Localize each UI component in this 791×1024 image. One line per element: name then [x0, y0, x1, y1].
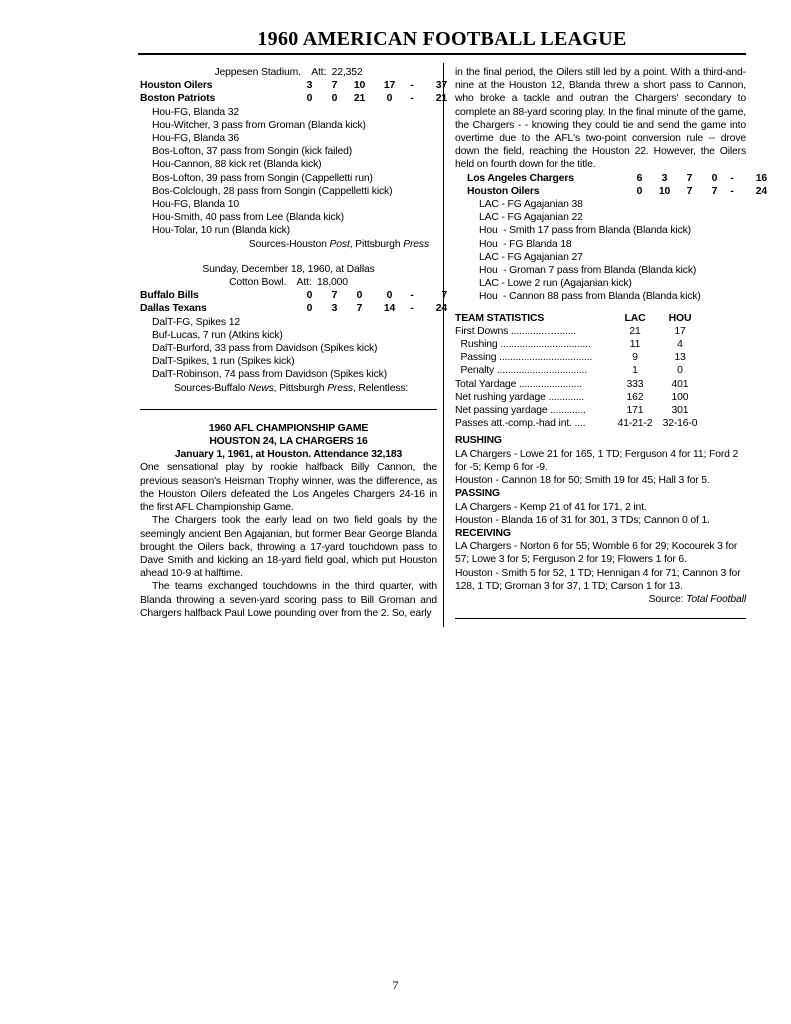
- final-score: 21: [435, 93, 447, 105]
- receiving-heading: RECEIVING: [455, 527, 511, 539]
- scoring-play: LAC - FG Agajanian 22: [479, 212, 583, 224]
- quarter-1-score: 0: [306, 93, 313, 105]
- receiving-entry: LA Chargers - Norton 6 for 55; Womble 6 for 29; Kocourek 3 for 57; Lowe 3 for 5; Ferguson 2 for 19; Flowers 1 for 6.: [455, 541, 738, 566]
- final-score: 16: [755, 172, 767, 184]
- quarter-1-score: 0: [306, 303, 313, 315]
- stat-label: Penalty .................................: [455, 365, 588, 377]
- game1-venue: Jeppesen Stadium. Att: 22,352: [214, 67, 363, 78]
- stat-label: Passing ..................................: [455, 352, 593, 364]
- team-stats-row: [455, 338, 746, 351]
- quarter-3-score: 7: [356, 303, 363, 315]
- game2-linescore: [140, 289, 447, 315]
- quarter-3-score: 7: [686, 172, 693, 184]
- team-stats-label: TEAM STATISTICS: [455, 312, 545, 324]
- stat-label: Total Yardage .......................: [455, 378, 582, 390]
- stat-hou-value: 32-16-0: [662, 418, 698, 430]
- scoring-play: Hou - Cannon 88 pass from Blanda (Blanda kick): [479, 291, 701, 303]
- championship-linescore: [455, 172, 767, 198]
- game2-venue: Cotton Bowl. Att: 18,000: [229, 277, 348, 289]
- scoring-play: Hou-Smith, 40 pass from Lee (Blanda kick): [152, 212, 344, 224]
- final-score: 24: [755, 185, 767, 197]
- team-name: Boston Patriots: [140, 93, 216, 105]
- scoring-play: Hou-FG, Blanda 32: [152, 106, 239, 118]
- stat-hou-value: 0: [677, 365, 683, 377]
- scoring-play: Hou-FG, Blanda 10: [152, 199, 239, 211]
- team-stats-row: [455, 378, 746, 391]
- scoring-play: Hou-Witcher, 3 pass from Groman (Blanda kick): [152, 119, 366, 131]
- game1-scoring-summary: [140, 106, 437, 238]
- team-stats-row: [455, 351, 746, 364]
- stat-lac-value: 171: [626, 405, 644, 417]
- scoring-play: DalT-Spikes, 1 run (Spikes kick): [152, 356, 295, 368]
- passing-entry: LA Chargers - Kemp 21 of 41 for 171, 2 int.: [455, 501, 647, 513]
- quarter-2-score: 7: [331, 290, 338, 302]
- passing-entry: Houston - Blanda 16 of 31 for 301, 3 TDs; Cannon 0 of 1.: [455, 514, 710, 526]
- stat-hou-value: 13: [674, 352, 686, 364]
- game2-scoring-summary: [140, 316, 437, 382]
- championship-scoring-summary: [455, 198, 746, 304]
- quarter-3-score: 7: [686, 185, 693, 197]
- score-dash: -: [410, 80, 414, 92]
- stat-hou-value: 401: [671, 378, 689, 390]
- linescore-row: [140, 92, 447, 105]
- left-column: [140, 66, 447, 620]
- page-title: 1960 AMERICAN FOOTBALL LEAGUE: [257, 28, 627, 50]
- championship-heading-1: 1960 AFL CHAMPIONSHIP GAME: [208, 422, 369, 434]
- score-dash: -: [730, 172, 734, 184]
- quarter-3-score: 10: [353, 80, 366, 92]
- column-divider: [443, 63, 444, 627]
- stat-hou-value: 17: [674, 325, 686, 337]
- rushing-list: [455, 448, 746, 488]
- scoring-play: Bos-Lofton, 37 pass from Songin (kick failed): [152, 146, 353, 158]
- quarter-4-score: 17: [383, 80, 396, 92]
- team-name: Buffalo Bills: [140, 290, 199, 302]
- stat-label: Rushing .................................: [455, 339, 591, 351]
- quarter-1-score: 3: [306, 80, 313, 92]
- quarter-3-score: 21: [353, 93, 366, 105]
- team-stats-hou-header: HOU: [668, 312, 692, 324]
- scoring-play: LAC - FG Agajanian 27: [479, 251, 583, 263]
- scoring-play: DalT-Burford, 33 pass from Davidson (Spikes kick): [152, 343, 378, 355]
- team-name: Dallas Texans: [140, 303, 207, 315]
- quarter-4-score: 0: [386, 93, 393, 105]
- rushing-entry: LA Chargers - Lowe 21 for 165, 1 TD; Ferguson 4 for 11; Ford 2 for -5; Kemp 6 for -9.: [455, 448, 739, 473]
- team-name: Houston Oilers: [140, 80, 213, 92]
- team-stats-row: [455, 325, 746, 338]
- scoring-play: Hou - Groman 7 pass from Blanda (Blanda kick): [479, 265, 697, 277]
- score-dash: -: [410, 93, 414, 105]
- stat-label: Passes att.-comp.-had int. ....: [455, 418, 586, 430]
- scoring-play: DalT-FG, Spikes 12: [152, 316, 240, 328]
- linescore-row: [467, 172, 767, 185]
- quarter-1-score: 0: [636, 185, 643, 197]
- linescore-row: [140, 79, 447, 92]
- linescore-row: [140, 289, 447, 302]
- rushing-entry: Houston - Cannon 18 for 50; Smith 19 for 45; Hall 3 for 5.: [455, 475, 710, 487]
- game2-sources: Sources-Buffalo News, Pittsburgh Press, Relentless:: [174, 382, 409, 394]
- section-divider-right: [455, 618, 746, 619]
- quarter-2-score: 0: [331, 93, 338, 105]
- stat-lac-value: 333: [626, 378, 644, 390]
- team-stats-lac-header: LAC: [624, 312, 646, 324]
- team-name: Los Angeles Chargers: [467, 172, 574, 184]
- title-rule: [138, 53, 746, 55]
- scoring-play: DalT-Robinson, 74 pass from Davidson (Spikes kick): [152, 369, 388, 381]
- final-score: 37: [435, 80, 447, 92]
- team-name: Houston Oilers: [467, 185, 540, 197]
- scoring-play: LAC - FG Agajanian 38: [479, 199, 583, 211]
- quarter-1-score: 0: [306, 290, 313, 302]
- receiving-entry: Houston - Smith 5 for 52, 1 TD; Hennigan 4 for 71; Cannon 3 for 128, 1 TD; Groman 3 for 37, 1 TD; Carson 1 for 13.: [455, 567, 741, 592]
- stat-hou-value: 100: [671, 391, 689, 403]
- stat-lac-value: 41-21-2: [617, 418, 653, 430]
- quarter-3-score: 0: [356, 290, 363, 302]
- quarter-4-score: 0: [711, 172, 718, 184]
- team-stats-table: [455, 325, 746, 431]
- stat-label: Net rushing yardage .............: [455, 391, 585, 403]
- scoring-play: Buf-Lucas, 7 run (Atkins kick): [152, 329, 283, 341]
- scoring-play: Hou-Cannon, 88 kick ret (Blanda kick): [152, 159, 322, 171]
- scoring-play: Hou - FG Blanda 18: [479, 238, 572, 250]
- stat-label: Net passing yardage .............: [455, 405, 586, 417]
- game2-date: Sunday, December 18, 1960, at Dallas: [202, 263, 375, 275]
- championship-paragraph-3-continued: in the final period, the Oilers still led by a point. With a third-and-nine at the Houston 12, Blanda threw a short pass to Cannon, who broke a tackle and outran the Chargers' secondary to complete an 88-yard scoring play. In the final minute of the game, the Chargers - - knowing they could tie and send the game into overtime due to the AFL's two-point conversion rule -- drove down the field, reaching the Houston 22. However, the Oilers held on fourth down for the title.: [455, 67, 746, 171]
- scoring-play: LAC - Lowe 2 run (Agajanian kick): [479, 278, 632, 290]
- championship-paragraph-1: One sensational play by rookie halfback Billy Cannon, the previous season's Heisman Trophy winner, was the difference, as the Houston Oilers defeated the Los Angeles Chargers 24-16 in the first AFL Championship Game.: [140, 462, 437, 514]
- final-score: 7: [441, 290, 447, 302]
- quarter-2-score: 3: [661, 172, 668, 184]
- score-dash: -: [410, 303, 414, 315]
- stat-lac-value: 1: [632, 365, 638, 377]
- game1-linescore: [140, 79, 447, 105]
- game1-sources: Sources-Houston Post, Pittsburgh Press: [248, 238, 429, 250]
- quarter-4-score: 14: [383, 303, 396, 315]
- championship-heading-2: HOUSTON 24, LA CHARGERS 16: [209, 436, 368, 448]
- stat-lac-value: 162: [626, 391, 644, 403]
- scoring-play: Bos-Lofton, 39 pass from Songin (Cappelletti run): [152, 172, 373, 184]
- stat-lac-value: 21: [629, 325, 641, 337]
- scoring-play: Hou-Tolar, 10 run (Blanda kick): [152, 225, 290, 237]
- stat-hou-value: 4: [677, 339, 683, 351]
- quarter-2-score: 3: [331, 303, 338, 315]
- receiving-list: [455, 540, 746, 593]
- team-stats-row: [455, 404, 746, 417]
- score-dash: -: [410, 290, 414, 302]
- scoring-play: Hou-FG, Blanda 36: [152, 133, 239, 145]
- linescore-row: [140, 302, 447, 315]
- team-stats-header: [455, 312, 746, 325]
- championship-heading-3: January 1, 1961, at Houston. Attendance 32,183: [174, 449, 403, 461]
- linescore-row: [467, 185, 767, 198]
- stat-label: First Downs ............…........: [455, 325, 576, 337]
- stat-hou-value: 301: [671, 405, 689, 417]
- quarter-1-score: 6: [636, 172, 643, 184]
- right-column: [455, 66, 767, 619]
- scoring-play: Hou - Smith 17 pass from Blanda (Blanda kick): [479, 225, 691, 237]
- quarter-2-score: 10: [658, 185, 671, 197]
- quarter-2-score: 7: [331, 80, 338, 92]
- quarter-4-score: 0: [386, 290, 393, 302]
- passing-heading: PASSING: [455, 488, 500, 500]
- page-number: 7: [392, 978, 399, 992]
- team-stats-row: [455, 391, 746, 404]
- final-score: 24: [435, 303, 447, 315]
- quarter-4-score: 7: [711, 185, 718, 197]
- championship-paragraph-2: The Chargers took the early lead on two field goals by the seemingly ancient Ben Agajanian, but former Bear George Blanda brought the Oilers back, throwing a 17-yard touchdown pass to Dave Smith and kicking an 18-yard field goal, which put Houston ahead 10-9 at halftime.: [140, 515, 437, 580]
- team-stats-row: [455, 364, 746, 377]
- stats-source: Source: Total Football: [648, 593, 746, 605]
- team-stats-row: [455, 417, 746, 430]
- stat-lac-value: 11: [629, 339, 641, 351]
- score-dash: -: [730, 185, 734, 197]
- championship-paragraph-3: The teams exchanged touchdowns in the third quarter, with Blanda throwing a seven-yard scoring pass to Bill Groman and Chargers halfback Paul Lowe pounding over from the 2. So, early: [140, 581, 437, 619]
- passing-list: [455, 501, 746, 527]
- rushing-heading: RUSHING: [455, 435, 502, 447]
- stat-lac-value: 9: [632, 352, 638, 364]
- scoring-play: Bos-Colclough, 28 pass from Songin (Cappelletti kick): [152, 185, 393, 197]
